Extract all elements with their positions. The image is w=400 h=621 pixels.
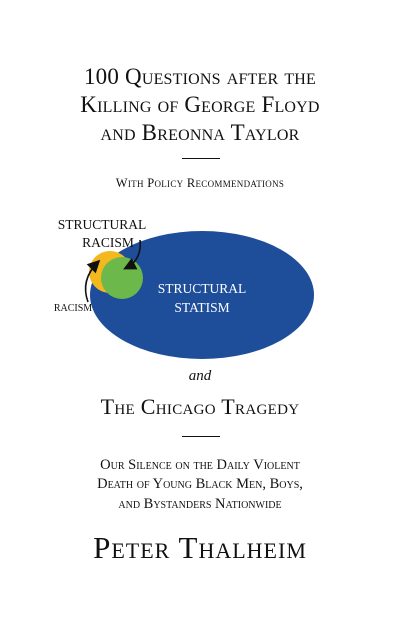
label-structural-statism-2: STATISM xyxy=(174,300,230,315)
label-racism: RACISM xyxy=(53,303,93,314)
description-line-2: Death of Young Black Men, Boys, xyxy=(97,476,303,492)
divider-bottom xyxy=(182,436,220,437)
label-structural-racism-1: STRUCTURAL xyxy=(57,217,147,232)
label-structural-statism-1: STRUCTURAL xyxy=(157,281,247,296)
structural-racism-circle xyxy=(101,257,143,299)
and-text: and xyxy=(188,368,212,384)
second-title: The Chicago Tragedy xyxy=(100,394,300,419)
description-line-1: Our Silence on the Daily Violent xyxy=(100,457,300,473)
label-structural-racism-2: RACISM xyxy=(82,235,134,250)
description-line-3: and Bystanders Nationwide xyxy=(118,496,282,512)
title-line-2: Killing of George Floyd xyxy=(80,92,320,117)
subtitle: With Policy Recommendations xyxy=(115,176,285,190)
title-line-1: 100 Questions after the xyxy=(83,64,317,89)
title-line-3: and Breonna Taylor xyxy=(100,120,300,145)
author-name: Peter Thalheim xyxy=(93,530,307,565)
